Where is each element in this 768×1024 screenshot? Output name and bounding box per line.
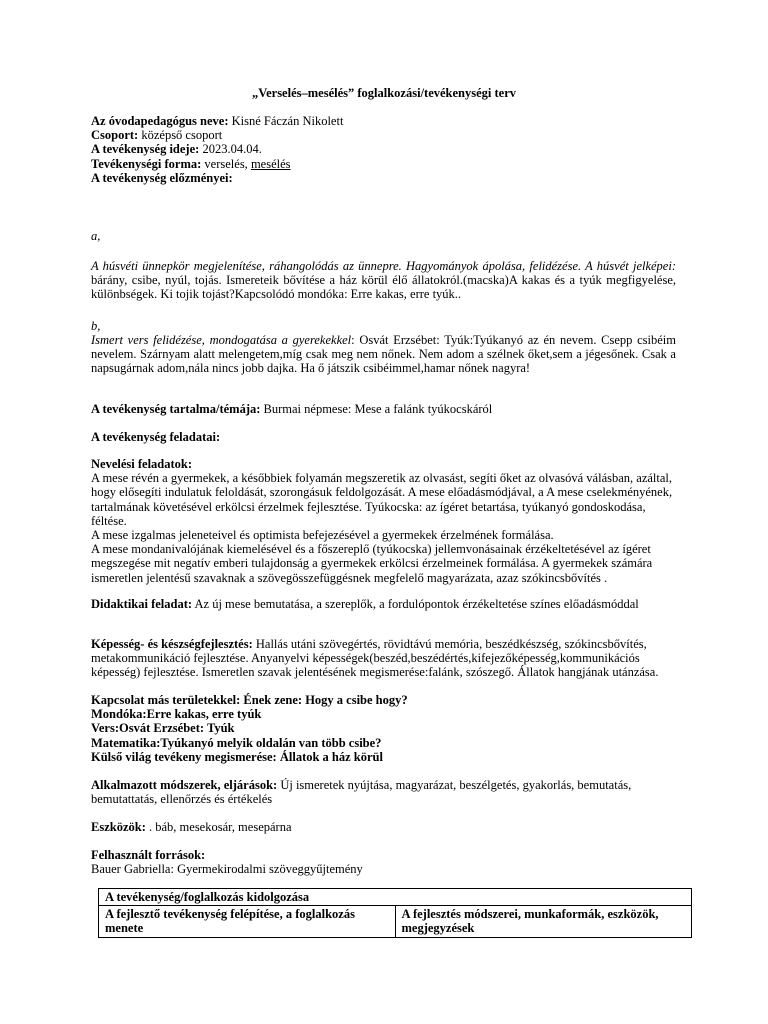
section-b-paragraph — [91, 333, 676, 376]
table-header-row — [99, 889, 692, 906]
group-value: középső csoport — [138, 128, 223, 143]
section-a-paragraph — [91, 259, 676, 302]
tools-value: . báb, mesekosár, mesepárna — [145, 820, 292, 834]
document-title: „Verselés–mesélés” foglalkozási/tevékenységi terv — [251, 86, 517, 100]
info-block — [91, 114, 676, 185]
methods-value: Új ismeretek nyújtása, magyarázat, beszélgetés, gyakorlás, bemutatás, bemutattatás, ellenőrzés és értékelés — [91, 778, 632, 807]
section-b-text: : Osvát Erzsébet: Tyúk:Tyúkanyó az én nevem. Csepp csibéim nevelem. Szárnyam alatt melengetem,míg csak meg nem nőnek. Nem adom a szélnek őket,sem a jégesőnek. Csak a napsugárnak adom,nála nincs jobb dajka. Ha ő játszik csibéimmel,hamar nőnek nagyra! — [91, 333, 676, 376]
educational-p3: A mese mondanivalójának kiemelésével és a főszereplő (tyúkocska) jellemvonásainak érzékeltetésével az ígéret megszegése mit negatív emberi tulajdonság a gyermekek erkölcsi érzelmeinek formálása. A gyermekek számára ismeretlen jelentésű szavaknak a szövegösszefüggésnek megfelelő magyarázata, azaz szókincsbővítés . — [91, 542, 653, 585]
section-a-marker: a, — [91, 229, 101, 243]
teacher-line — [91, 114, 676, 128]
educational-label-line — [91, 457, 676, 471]
methods-paragraph — [91, 778, 676, 806]
sources-block — [91, 848, 676, 876]
content-line — [91, 402, 676, 416]
date-value: 2023.04.04. — [199, 142, 262, 157]
form-line — [91, 157, 676, 171]
skills-paragraph — [91, 637, 676, 680]
teacher-label: Az óvodapedagógus neve: — [91, 114, 229, 128]
section-b-italic: Ismert vers felidézése, mondogatása a gyerekekkel — [91, 333, 352, 347]
sources-label-line — [91, 848, 676, 862]
group-line — [91, 128, 676, 142]
teacher-value: Kisné Fáczán Nikolett — [228, 114, 344, 128]
date-label: A tevékenység ideje: — [91, 142, 200, 157]
educational-label: Nevelési feladatok: — [91, 457, 193, 471]
tools-label: Eszközök: — [91, 820, 146, 834]
table-col2-header: A fejlesztés módszerei, munkaformák, eszközök, megjegyzések — [395, 906, 692, 937]
form-label: Tevékenységi forma: — [91, 156, 202, 171]
antecedents-label: A tevékenység előzményei: — [91, 170, 233, 185]
content-label: A tevékenység tartalma/témája: — [91, 402, 261, 416]
plan-table — [98, 888, 692, 938]
connection-line: Vers:Osvát Erzsébet: Tyúk — [91, 721, 235, 736]
section-b-marker: b, — [91, 319, 101, 333]
skills-value: Hallás utáni szövegértés, rövidtávú memória, beszédkészség, szókincsbővítés, metakommunikáció fejlesztése. Anyanyelvi képességek(beszéd,beszédértés,kifejezőképesség,kommunikációs képesség) fejlesztése. Ismeretlen szavak jelentésének megismerése:falánk, szószegő. Állatok hangjának utánzása. — [91, 637, 659, 680]
connection-line: Matematika:Tyúkanyó melyik oldalán van több csibe? — [91, 735, 382, 750]
sources-label: Felhasznált források: — [91, 848, 206, 862]
connections-block — [91, 693, 676, 764]
table-header-cell: A tevékenység/foglalkozás kidolgozása — [99, 889, 692, 906]
section-a-italic: A húsvéti ünnepkör megjelenítése, ráhangolódás az ünnepre. Hagyományok ápolása, felidézése. A húsvét jelképei: — [91, 259, 676, 273]
didactic-value: Az új mese bemutatása, a szereplők, a fordulópontok érzékeltetése színes előadásmóddal — [192, 597, 639, 611]
didactic-label: Didaktikai feladat: — [91, 597, 193, 611]
form-value-underlined: mesélés — [250, 156, 291, 171]
table-col1-header: A fejlesztő tevékenység felépítése, a foglalkozás menete — [99, 906, 396, 937]
connection-line: Kapcsolat más területekkel: Ének zene: Hogy a csibe hogy? — [91, 693, 408, 707]
tasks-heading — [91, 430, 676, 444]
group-label: Csoport: — [91, 128, 139, 143]
connection-line: Mondóka:Erre kakas, erre tyúk — [91, 707, 262, 722]
tasks-label: A tevékenység feladatai: — [91, 430, 221, 444]
content-value: Burmai népmese: Mese a falánk tyúkocskáról — [260, 402, 493, 416]
educational-p2: A mese izgalmas jeleneteivel és optimista befejezésével a gyermekek érzelmének formálása. — [91, 528, 554, 543]
educational-p1: A mese révén a gyermekek, a későbbiek folyamán megszeretik az olvasást, segíti őket az olvasóvá válásban, azáltal, hogy elősegíti indulatuk feloldását, szorongásuk feldolgozását. A mese előadásmódjával, a A mese cselekményének, tartalmának követésével erkölcsi érzelmek fejlesztése. Tyúkocska: az ígéret betartása, tyúkanyó gondoskodása, féltése. — [91, 471, 673, 528]
section-a-text: bárány, csibe, nyúl, tojás. Ismereteik bővítése a ház körül élő állatokról.(macska)A kakas és a tyúk megfigyelése, különbségek. Ki tojik tojást?Kapcsolódó mondóka: Erre kakas, erre tyúk.. — [91, 273, 676, 302]
date-line — [91, 142, 676, 156]
methods-label: Alkalmazott módszerek, eljárások: — [91, 778, 278, 792]
connection-line: Külső világ tevékeny megismerése: Állatok a ház körül — [91, 749, 383, 764]
sources-value: Bauer Gabriella: Gyermekirodalmi szöveggyűjtemény — [91, 862, 363, 877]
skills-label: Képesség- és készségfejlesztés: — [91, 637, 253, 651]
form-value: verselés, — [201, 156, 251, 171]
tools-line — [91, 820, 676, 834]
antecedents-line — [91, 171, 676, 185]
table-row — [99, 906, 692, 937]
educational-tasks — [91, 457, 676, 585]
didactic-line — [91, 597, 676, 611]
